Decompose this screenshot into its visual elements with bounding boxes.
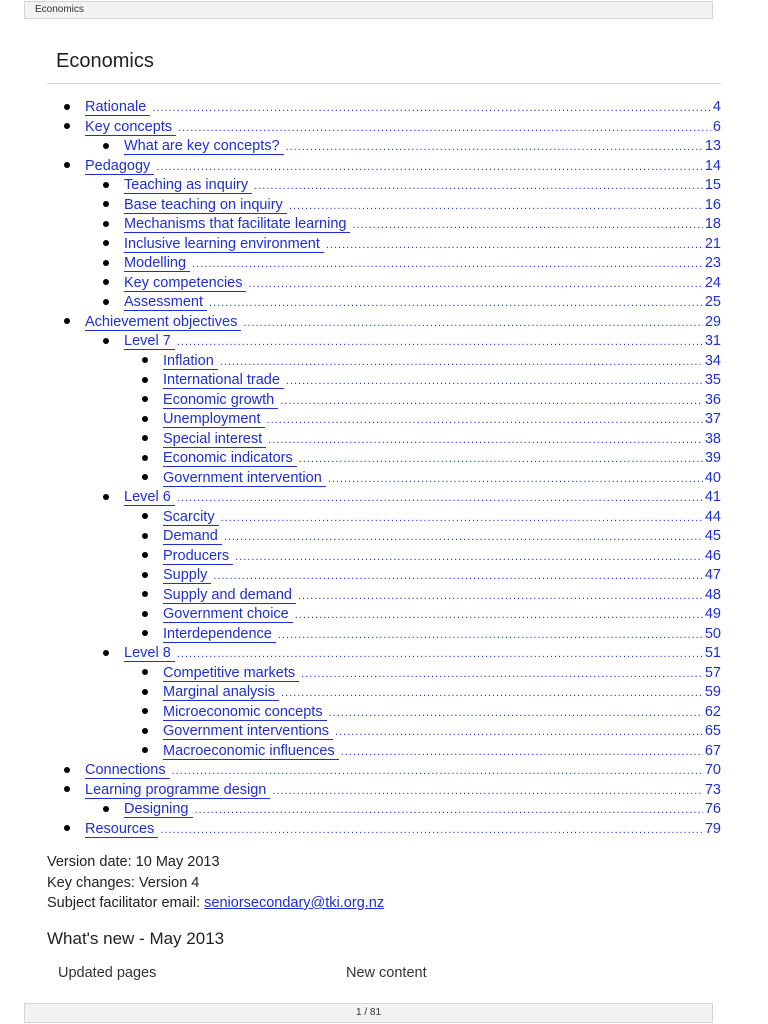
toc-entry bbox=[85, 781, 721, 802]
toc-page-number[interactable]: 31 bbox=[704, 333, 721, 349]
toc-leader-dots bbox=[221, 509, 703, 529]
bullet-icon bbox=[64, 104, 70, 110]
toc-link[interactable]: Designing bbox=[124, 802, 193, 818]
bullet-icon bbox=[142, 669, 148, 675]
toc-link[interactable]: Special interest bbox=[163, 432, 266, 448]
bullet-icon bbox=[142, 591, 148, 597]
toc-leader-dots bbox=[177, 645, 703, 665]
toc-leader-dots bbox=[192, 255, 703, 275]
toc-page-number[interactable]: 65 bbox=[704, 723, 721, 739]
bullet-icon bbox=[142, 689, 148, 695]
toc-link[interactable]: Interdependence bbox=[163, 627, 276, 643]
toc-row bbox=[0, 137, 768, 157]
toc-entry bbox=[163, 722, 721, 743]
toc-page-number[interactable]: 57 bbox=[704, 664, 721, 681]
toc-page-number[interactable]: 25 bbox=[704, 294, 721, 310]
bullet-icon bbox=[103, 338, 109, 344]
toc-leader-dots bbox=[341, 743, 703, 763]
toc-link[interactable]: Base teaching on inquiry bbox=[124, 198, 287, 214]
toc-leader-dots bbox=[220, 353, 703, 373]
toc-leader-dots bbox=[243, 314, 703, 334]
toc-row bbox=[0, 254, 768, 274]
toc-leader-dots bbox=[286, 372, 703, 392]
toc-link[interactable]: Level 7 bbox=[124, 334, 175, 350]
toc-leader-dots bbox=[278, 626, 703, 646]
toc-entry bbox=[124, 176, 721, 197]
toc-link[interactable]: Key competencies bbox=[124, 276, 246, 292]
toc-page-number[interactable]: 37 bbox=[704, 411, 721, 427]
toc-row bbox=[0, 176, 768, 196]
toc-row bbox=[0, 781, 768, 801]
toc-link[interactable]: Government intervention bbox=[163, 471, 326, 487]
toc-entry bbox=[85, 157, 721, 178]
toc-entry bbox=[163, 391, 721, 412]
toc-link[interactable]: Microeconomic concepts bbox=[163, 705, 327, 721]
toc-page-number[interactable]: 15 bbox=[704, 177, 721, 193]
toc-leader-dots bbox=[298, 587, 703, 607]
version-date: Version date: 10 May 2013 bbox=[47, 854, 220, 870]
toc-entry bbox=[85, 820, 721, 841]
toc-row bbox=[0, 469, 768, 489]
toc-leader-dots bbox=[328, 470, 703, 490]
toc-row bbox=[0, 371, 768, 391]
toc-row bbox=[0, 196, 768, 216]
toc-entry bbox=[124, 196, 721, 217]
toc-page-number[interactable]: 23 bbox=[704, 255, 721, 271]
toc-entry bbox=[163, 703, 721, 724]
toc-leader-dots bbox=[329, 704, 703, 724]
toc-link[interactable]: Connections bbox=[85, 763, 170, 779]
bullet-icon bbox=[142, 455, 148, 461]
toc-leader-dots bbox=[254, 177, 703, 197]
toc-entry bbox=[163, 742, 721, 763]
toc-leader-dots bbox=[272, 782, 703, 802]
toc-page-number[interactable]: 46 bbox=[704, 547, 721, 564]
toc-link[interactable]: Government interventions bbox=[163, 724, 333, 740]
toc-entry bbox=[85, 313, 721, 334]
toc-row bbox=[0, 274, 768, 294]
toc-leader-dots bbox=[156, 158, 703, 178]
bullet-icon bbox=[64, 767, 70, 773]
toc-page-number[interactable]: 41 bbox=[704, 489, 721, 505]
toc-leader-dots bbox=[299, 450, 703, 470]
toc-leader-dots bbox=[326, 236, 703, 256]
toc-entry bbox=[163, 527, 721, 548]
toc-row bbox=[0, 488, 768, 508]
toc-link[interactable]: Economic indicators bbox=[163, 451, 297, 467]
page-title: Economics bbox=[56, 50, 154, 72]
facilitator-line bbox=[47, 895, 384, 911]
bullet-icon bbox=[142, 533, 148, 539]
toc-link[interactable]: Key concepts bbox=[85, 120, 176, 136]
toc-link[interactable]: Marginal analysis bbox=[163, 685, 279, 701]
toc-row bbox=[0, 664, 768, 684]
toc-leader-dots bbox=[267, 411, 703, 431]
toc-row bbox=[0, 547, 768, 567]
toc-entry bbox=[163, 371, 721, 392]
toc-leader-dots bbox=[289, 197, 703, 217]
toc-entry bbox=[163, 352, 721, 373]
toc-link[interactable]: Level 6 bbox=[124, 490, 175, 506]
toc-page-number[interactable]: 4 bbox=[712, 99, 721, 115]
toc-page-number[interactable]: 48 bbox=[704, 586, 721, 603]
new-content-header: New content bbox=[346, 965, 427, 981]
toc-row bbox=[0, 410, 768, 430]
toc-row bbox=[0, 625, 768, 645]
whats-new-heading: What's new - May 2013 bbox=[47, 929, 225, 948]
toc-page-number[interactable]: 70 bbox=[704, 762, 721, 778]
bullet-icon bbox=[142, 611, 148, 617]
bullet-icon bbox=[103, 260, 109, 266]
toc-link[interactable]: Resources bbox=[85, 822, 158, 838]
toc-link[interactable]: Scarcity bbox=[163, 510, 219, 526]
toc-link[interactable]: Pedagogy bbox=[85, 159, 154, 175]
toc-page-number[interactable]: 34 bbox=[704, 352, 721, 369]
page-indicator: 1 / 81 bbox=[24, 1003, 713, 1023]
toc-page-number[interactable]: 76 bbox=[704, 801, 721, 817]
toc-page-number[interactable]: 16 bbox=[704, 196, 721, 213]
toc-row bbox=[0, 605, 768, 625]
bullet-icon bbox=[142, 552, 148, 558]
toc-link[interactable]: Producers bbox=[163, 549, 233, 565]
toc-link[interactable]: Inclusive learning environment bbox=[124, 237, 324, 253]
key-changes: Key changes: Version 4 bbox=[47, 875, 200, 891]
toc-link[interactable]: Supply and demand bbox=[163, 588, 296, 604]
bullet-icon bbox=[103, 240, 109, 246]
toc-entry bbox=[124, 215, 721, 236]
facilitator-label: Subject facilitator email: bbox=[47, 895, 205, 911]
bullet-icon bbox=[142, 416, 148, 422]
toc-leader-dots bbox=[172, 762, 703, 782]
toc-page-number[interactable]: 73 bbox=[704, 781, 721, 798]
bullet-icon bbox=[103, 221, 109, 227]
toc-row bbox=[0, 820, 768, 840]
toc-link[interactable]: Assessment bbox=[124, 295, 207, 311]
toc-page-number[interactable]: 39 bbox=[704, 450, 721, 466]
bullet-icon bbox=[103, 143, 109, 149]
toc-entry bbox=[163, 664, 721, 685]
bullet-icon bbox=[103, 201, 109, 207]
toc-entry bbox=[124, 332, 721, 353]
toc-page-number[interactable]: 29 bbox=[704, 313, 721, 330]
bullet-icon bbox=[142, 630, 148, 636]
bullet-icon bbox=[142, 357, 148, 363]
toc-entry bbox=[85, 761, 721, 782]
bullet-icon bbox=[142, 747, 148, 753]
toc-entry bbox=[163, 410, 721, 431]
toc-row bbox=[0, 586, 768, 606]
toc-link[interactable]: Macroeconomic influences bbox=[163, 744, 339, 760]
toc-link[interactable]: Unemployment bbox=[163, 412, 265, 428]
toc-row bbox=[0, 118, 768, 138]
bullet-icon bbox=[142, 708, 148, 714]
toc-page-number[interactable]: 51 bbox=[704, 645, 721, 661]
toc-page-number[interactable]: 62 bbox=[704, 703, 721, 720]
toc-row bbox=[0, 313, 768, 333]
toc-row bbox=[0, 683, 768, 703]
toc-page-number[interactable]: 67 bbox=[704, 742, 721, 759]
toc-leader-dots bbox=[152, 99, 711, 119]
toc-page-number[interactable]: 44 bbox=[704, 508, 721, 525]
header-breadcrumb: Economics bbox=[24, 1, 713, 19]
toc-link[interactable]: Supply bbox=[163, 568, 211, 584]
bullet-icon bbox=[103, 650, 109, 656]
bullet-icon bbox=[103, 299, 109, 305]
toc-entry bbox=[124, 293, 721, 314]
toc-link[interactable]: Mechanisms that facilitate learning bbox=[124, 217, 350, 233]
toc-row bbox=[0, 391, 768, 411]
toc-row bbox=[0, 742, 768, 762]
toc-row bbox=[0, 566, 768, 586]
toc-link[interactable]: What are key concepts? bbox=[124, 139, 284, 155]
toc-page-number[interactable]: 50 bbox=[704, 625, 721, 642]
bullet-icon bbox=[64, 123, 70, 129]
toc-link[interactable]: Rationale bbox=[85, 100, 150, 116]
toc-leader-dots bbox=[235, 548, 703, 568]
toc-entry bbox=[163, 449, 721, 470]
bullet-icon bbox=[142, 572, 148, 578]
toc-entry bbox=[163, 683, 721, 704]
toc-entry bbox=[124, 488, 721, 509]
toc-leader-dots bbox=[195, 801, 703, 821]
toc-entry bbox=[124, 800, 721, 821]
toc-row bbox=[0, 430, 768, 450]
toc-page-number[interactable]: 35 bbox=[704, 372, 721, 388]
toc-row bbox=[0, 293, 768, 313]
bullet-icon bbox=[64, 825, 70, 831]
toc-leader-dots bbox=[295, 606, 703, 626]
toc-page-number[interactable]: 36 bbox=[704, 391, 721, 408]
toc-entry bbox=[163, 605, 721, 626]
toc-row bbox=[0, 527, 768, 547]
toc-link[interactable]: Level 8 bbox=[124, 646, 175, 662]
toc-page-number[interactable]: 79 bbox=[704, 820, 721, 837]
toc-row bbox=[0, 98, 768, 118]
updated-pages-header: Updated pages bbox=[58, 965, 157, 981]
toc-entry bbox=[163, 547, 721, 568]
toc-link[interactable]: Learning programme design bbox=[85, 783, 270, 799]
bullet-icon bbox=[103, 806, 109, 812]
bullet-icon bbox=[103, 279, 109, 285]
bullet-icon bbox=[64, 162, 70, 168]
toc-link[interactable]: Modelling bbox=[124, 256, 190, 272]
bullet-icon bbox=[64, 786, 70, 792]
toc-row bbox=[0, 215, 768, 235]
toc-row bbox=[0, 722, 768, 742]
toc-page-number[interactable]: 6 bbox=[712, 118, 721, 135]
toc-link[interactable]: Demand bbox=[163, 529, 222, 545]
toc-page-number[interactable]: 14 bbox=[704, 157, 721, 174]
toc-page-number[interactable]: 24 bbox=[704, 274, 721, 291]
toc-row bbox=[0, 800, 768, 820]
toc-row bbox=[0, 703, 768, 723]
toc-leader-dots bbox=[178, 119, 711, 139]
toc-page-number[interactable]: 45 bbox=[704, 528, 721, 544]
toc-row bbox=[0, 157, 768, 177]
bullet-icon bbox=[142, 435, 148, 441]
toc-page-number[interactable]: 38 bbox=[704, 430, 721, 447]
toc-row bbox=[0, 644, 768, 664]
toc-link[interactable]: Economic growth bbox=[163, 393, 278, 409]
toc-leader-dots bbox=[286, 138, 703, 158]
toc-link[interactable]: Inflation bbox=[163, 354, 218, 370]
toc-leader-dots bbox=[248, 275, 702, 295]
toc-leader-dots bbox=[224, 528, 703, 548]
toc-page-number[interactable]: 21 bbox=[704, 235, 721, 252]
toc-row bbox=[0, 235, 768, 255]
toc-entry bbox=[124, 235, 721, 256]
toc-leader-dots bbox=[177, 489, 703, 509]
bullet-icon bbox=[142, 513, 148, 519]
toc-entry bbox=[85, 98, 721, 119]
toc-link[interactable]: International trade bbox=[163, 373, 284, 389]
bullet-icon bbox=[142, 377, 148, 383]
toc-leader-dots bbox=[335, 723, 703, 743]
toc-entry bbox=[124, 137, 721, 158]
toc-entry bbox=[85, 118, 721, 139]
toc-row bbox=[0, 352, 768, 372]
bullet-icon bbox=[142, 728, 148, 734]
toc-link[interactable]: Achievement objectives bbox=[85, 315, 241, 331]
toc-entry bbox=[163, 586, 721, 607]
toc-entry bbox=[163, 508, 721, 529]
toc-entry bbox=[124, 274, 721, 295]
toc-entry bbox=[163, 625, 721, 646]
toc-page-number[interactable]: 13 bbox=[704, 138, 721, 154]
bullet-icon bbox=[142, 396, 148, 402]
toc-row bbox=[0, 449, 768, 469]
toc-link[interactable]: Competitive markets bbox=[163, 666, 299, 682]
toc-row bbox=[0, 761, 768, 781]
toc-page-number[interactable]: 59 bbox=[704, 684, 721, 700]
toc-leader-dots bbox=[268, 431, 703, 451]
toc-entry bbox=[163, 566, 721, 587]
toc-leader-dots bbox=[160, 821, 703, 841]
toc-entry bbox=[163, 430, 721, 451]
bullet-icon bbox=[142, 474, 148, 480]
bullet-icon bbox=[103, 182, 109, 188]
facilitator-email-link[interactable]: seniorsecondary@tki.org.nz bbox=[204, 895, 385, 911]
bullet-icon bbox=[103, 494, 109, 500]
toc-entry bbox=[163, 469, 721, 490]
toc-leader-dots bbox=[177, 333, 703, 353]
toc-leader-dots bbox=[213, 567, 703, 587]
title-divider bbox=[47, 83, 721, 84]
toc-link[interactable]: Government choice bbox=[163, 607, 293, 623]
toc-page-number[interactable]: 49 bbox=[704, 606, 721, 622]
bullet-icon bbox=[64, 318, 70, 324]
toc-entry bbox=[124, 254, 721, 275]
toc-row bbox=[0, 332, 768, 352]
toc-page-number[interactable]: 40 bbox=[704, 469, 721, 486]
toc-entry bbox=[124, 644, 721, 665]
toc-leader-dots bbox=[209, 294, 703, 314]
toc-row bbox=[0, 508, 768, 528]
toc-page-number[interactable]: 18 bbox=[704, 216, 721, 232]
table-of-contents bbox=[0, 98, 768, 839]
toc-page-number[interactable]: 47 bbox=[704, 567, 721, 583]
toc-leader-dots bbox=[301, 665, 703, 685]
toc-leader-dots bbox=[281, 684, 703, 704]
toc-link[interactable]: Teaching as inquiry bbox=[124, 178, 252, 194]
toc-leader-dots bbox=[280, 392, 703, 412]
toc-leader-dots bbox=[352, 216, 702, 236]
